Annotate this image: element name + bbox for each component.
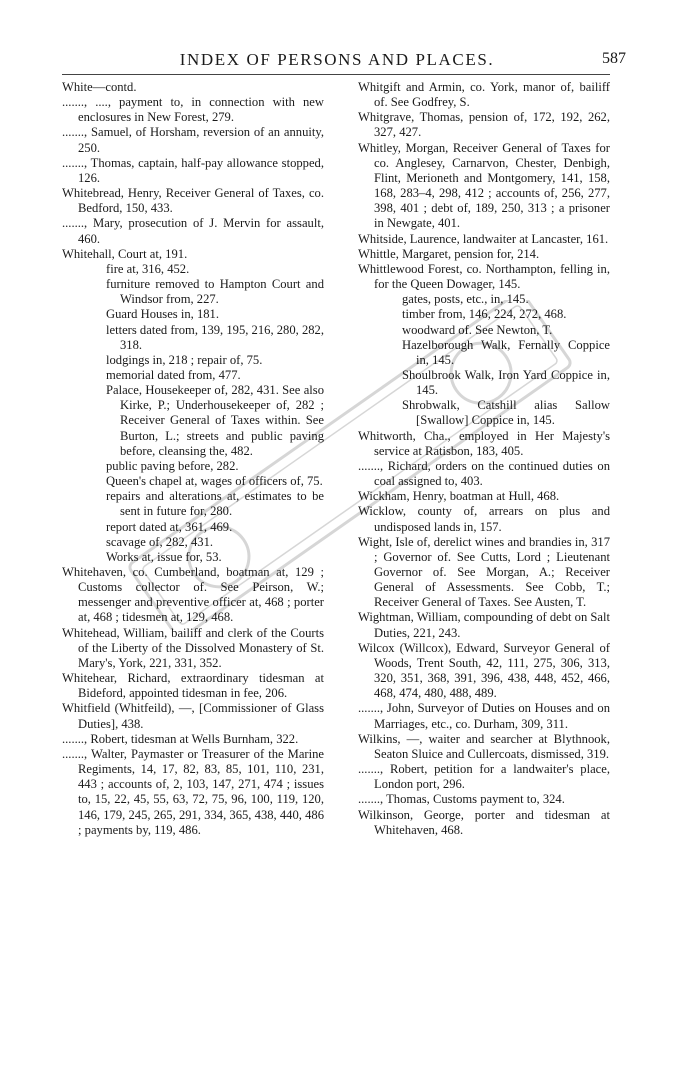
index-entry: Whitehear, Richard, extraordinary tidesman at Bideford, appointed tidesman in fee, 206. xyxy=(62,671,324,701)
right-index-column xyxy=(358,80,610,838)
index-entry: Wightman, William, compounding of debt on Salt Duties, 221, 243. xyxy=(358,610,610,640)
index-entry: ......., Samuel, of Horsham, reversion of an annuity, 250. xyxy=(62,125,324,155)
index-entry: Whitside, Laurence, landwaiter at Lancaster, 161. xyxy=(358,231,609,246)
index-subentry: repairs and alterations at, estimates to be sent in future for, 280. xyxy=(106,489,324,519)
left-index-column xyxy=(62,80,324,838)
index-entry: Whitworth, Cha., employed in Her Majesty's service at Ratisbon, 183, 405. xyxy=(358,428,610,458)
index-subentry: Shrobwalk, Catshill alias Sallow [Swallow] Coppice in, 145. xyxy=(402,398,610,428)
index-entry: Wight, Isle of, derelict wines and brandies in, 317 ; Governor of. See Cutts, Lord ; Lieutenant Governor of. See Morgan, A.; Receiver General of Assessments. See Cobb, T.; Receiver General of Taxes. See Austen, T. xyxy=(358,534,610,610)
index-entry: Whitgrave, Thomas, pension of, 172, 192, 262, 327, 427. xyxy=(358,110,610,140)
index-entry: Whitfield (Whitfeild), —, [Commissioner of Glass Duties], 438. xyxy=(62,701,324,731)
index-entry: Whitebread, Henry, Receiver General of Taxes, co. Bedford, 150, 433. xyxy=(62,186,324,216)
index-subentry: report dated at, 361, 469. xyxy=(106,519,233,534)
index-entry: Whittle, Margaret, pension for, 214. xyxy=(358,246,540,261)
index-subentry: lodgings in, 218 ; repair of, 75. xyxy=(106,352,263,367)
index-entry: ......., Robert, tidesman at Wells Burnham, 322. xyxy=(62,731,299,746)
index-entry: Whitehall, Court at, 191. xyxy=(62,246,188,261)
index-subentry: scavage of, 282, 431. xyxy=(106,534,214,549)
index-subentry: letters dated from, 139, 195, 216, 280, 282, 318. xyxy=(106,322,324,352)
index-entry: ......., Richard, orders on the continued duties on coal assigned to, 403. xyxy=(358,458,610,489)
index-entry: White—contd. xyxy=(62,80,137,94)
index-subentry: woodward of. See Newton, T. xyxy=(402,322,553,337)
index-subentry: memorial dated from, 477. xyxy=(106,367,241,382)
index-subentry: Queen's chapel at, wages of officers of, 75. xyxy=(106,474,323,489)
index-entry: Wilkinson, George, porter and tidesman at Whitehaven, 468. xyxy=(358,807,610,837)
index-subentry: Guard Houses in, 181. xyxy=(106,307,219,322)
index-entry: ......., Thomas, captain, half-pay allowance stopped, 126. xyxy=(62,155,324,185)
header-rule xyxy=(62,74,610,75)
index-subentry: Palace, Housekeeper of, 282, 431. See also Kirke, P.; Underhousekeeper of, 282 ; Receiver General of Taxes within. See Burton, L.; streets and public paving before, cleansing the, 482. xyxy=(106,383,324,458)
index-entry: Wilcox (Willcox), Edward, Surveyor General of Woods, Trent South, 42, 111, 275, 306, 313, 320, 351, 368, 391, 396, 438, 448, 452, 466, 468, 474, 480, 488, 489. xyxy=(358,640,610,701)
index-subentry: fire at, 316, 452. xyxy=(106,261,190,276)
index-entry: ......., Thomas, Customs payment to, 324. xyxy=(358,792,565,807)
page-number: 587 xyxy=(602,50,626,67)
index-entry: Whitgift and Armin, co. York, manor of, bailiff of. See Godfrey, S. xyxy=(358,80,610,110)
index-subentry: Works at, issue for, 53. xyxy=(106,549,222,564)
index-entry: Wilkins, —, waiter and searcher at Blythnook, Seaton Sluice and Cullercoats, dismissed, 319. xyxy=(358,731,610,761)
index-entry: Whittlewood Forest, co. Northampton, felling in, for the Queen Dowager, 145. xyxy=(358,261,610,292)
index-subentry: furniture removed to Hampton Court and Windsor from, 227. xyxy=(106,277,324,307)
index-entry: Whitehead, William, bailiff and clerk of the Courts of the Liberty of the Dissolved Monastery of St. Mary's, York, 221, 331, 352. xyxy=(62,625,324,670)
index-entry: ......., ...., payment to, in connection with new enclosures in New Forest, 279. xyxy=(62,95,324,125)
index-subentry: timber from, 146, 224, 272, 468. xyxy=(402,307,567,322)
page-title: INDEX OF PERSONS AND PLACES. xyxy=(179,50,495,69)
index-entry: Whitley, Morgan, Receiver General of Taxes for co. Anglesey, Carnarvon, Chester, Denbigh, Flint, Merioneth and Montgomery, 141, 158, 168, 283–4, 298, 412 ; accounts of, 256, 277, 398, 401 ; debt of, 189, 250, 313 ; a prisoner in Newgate, 401. xyxy=(358,140,610,231)
page-header xyxy=(0,46,674,76)
index-entry: ......., Walter, Paymaster or Treasurer of the Marine Regiments, 14, 17, 82, 83, 85, 101, 110, 231, 443 ; accounts of, 2, 103, 147, 271, 474 ; issues to, 15, 22, 45, 55, 63, 72, 75, 96, 100, 119, 120, 146, 179, 245, 265, 291, 334, 365, 438, 440, 486 ; payments by, 119, 486. xyxy=(62,746,324,837)
index-entry: Whitehaven, co. Cumberland, boatman at, 129 ; Customs collector of. See Peirson, W.; messenger and preventive officer at, 468 ; porter at, 468 ; tidesmen at, 129, 468. xyxy=(62,565,324,625)
index-subentry: public paving before, 282. xyxy=(106,458,239,473)
index-entry: ......., Robert, petition for a landwaiter's place, London port, 296. xyxy=(358,762,610,792)
index-entry: Wickham, Henry, boatman at Hull, 468. xyxy=(358,489,560,504)
index-subentry: Shoulbrook Walk, Iron Yard Coppice in, 145. xyxy=(402,367,610,398)
index-entry: ......., Mary, prosecution of J. Mervin for assault, 460. xyxy=(62,216,324,246)
index-subentry: Hazelborough Walk, Fernally Coppice in, 145. xyxy=(402,337,610,367)
index-entry: Wicklow, county of, arrears on plus and undisposed lands in, 157. xyxy=(358,504,610,534)
index-entry: ......., John, Surveyor of Duties on Houses and on Marriages, etc., co. Durham, 309, 311. xyxy=(358,701,610,731)
index-subentry: gates, posts, etc., in, 145. xyxy=(402,292,529,307)
